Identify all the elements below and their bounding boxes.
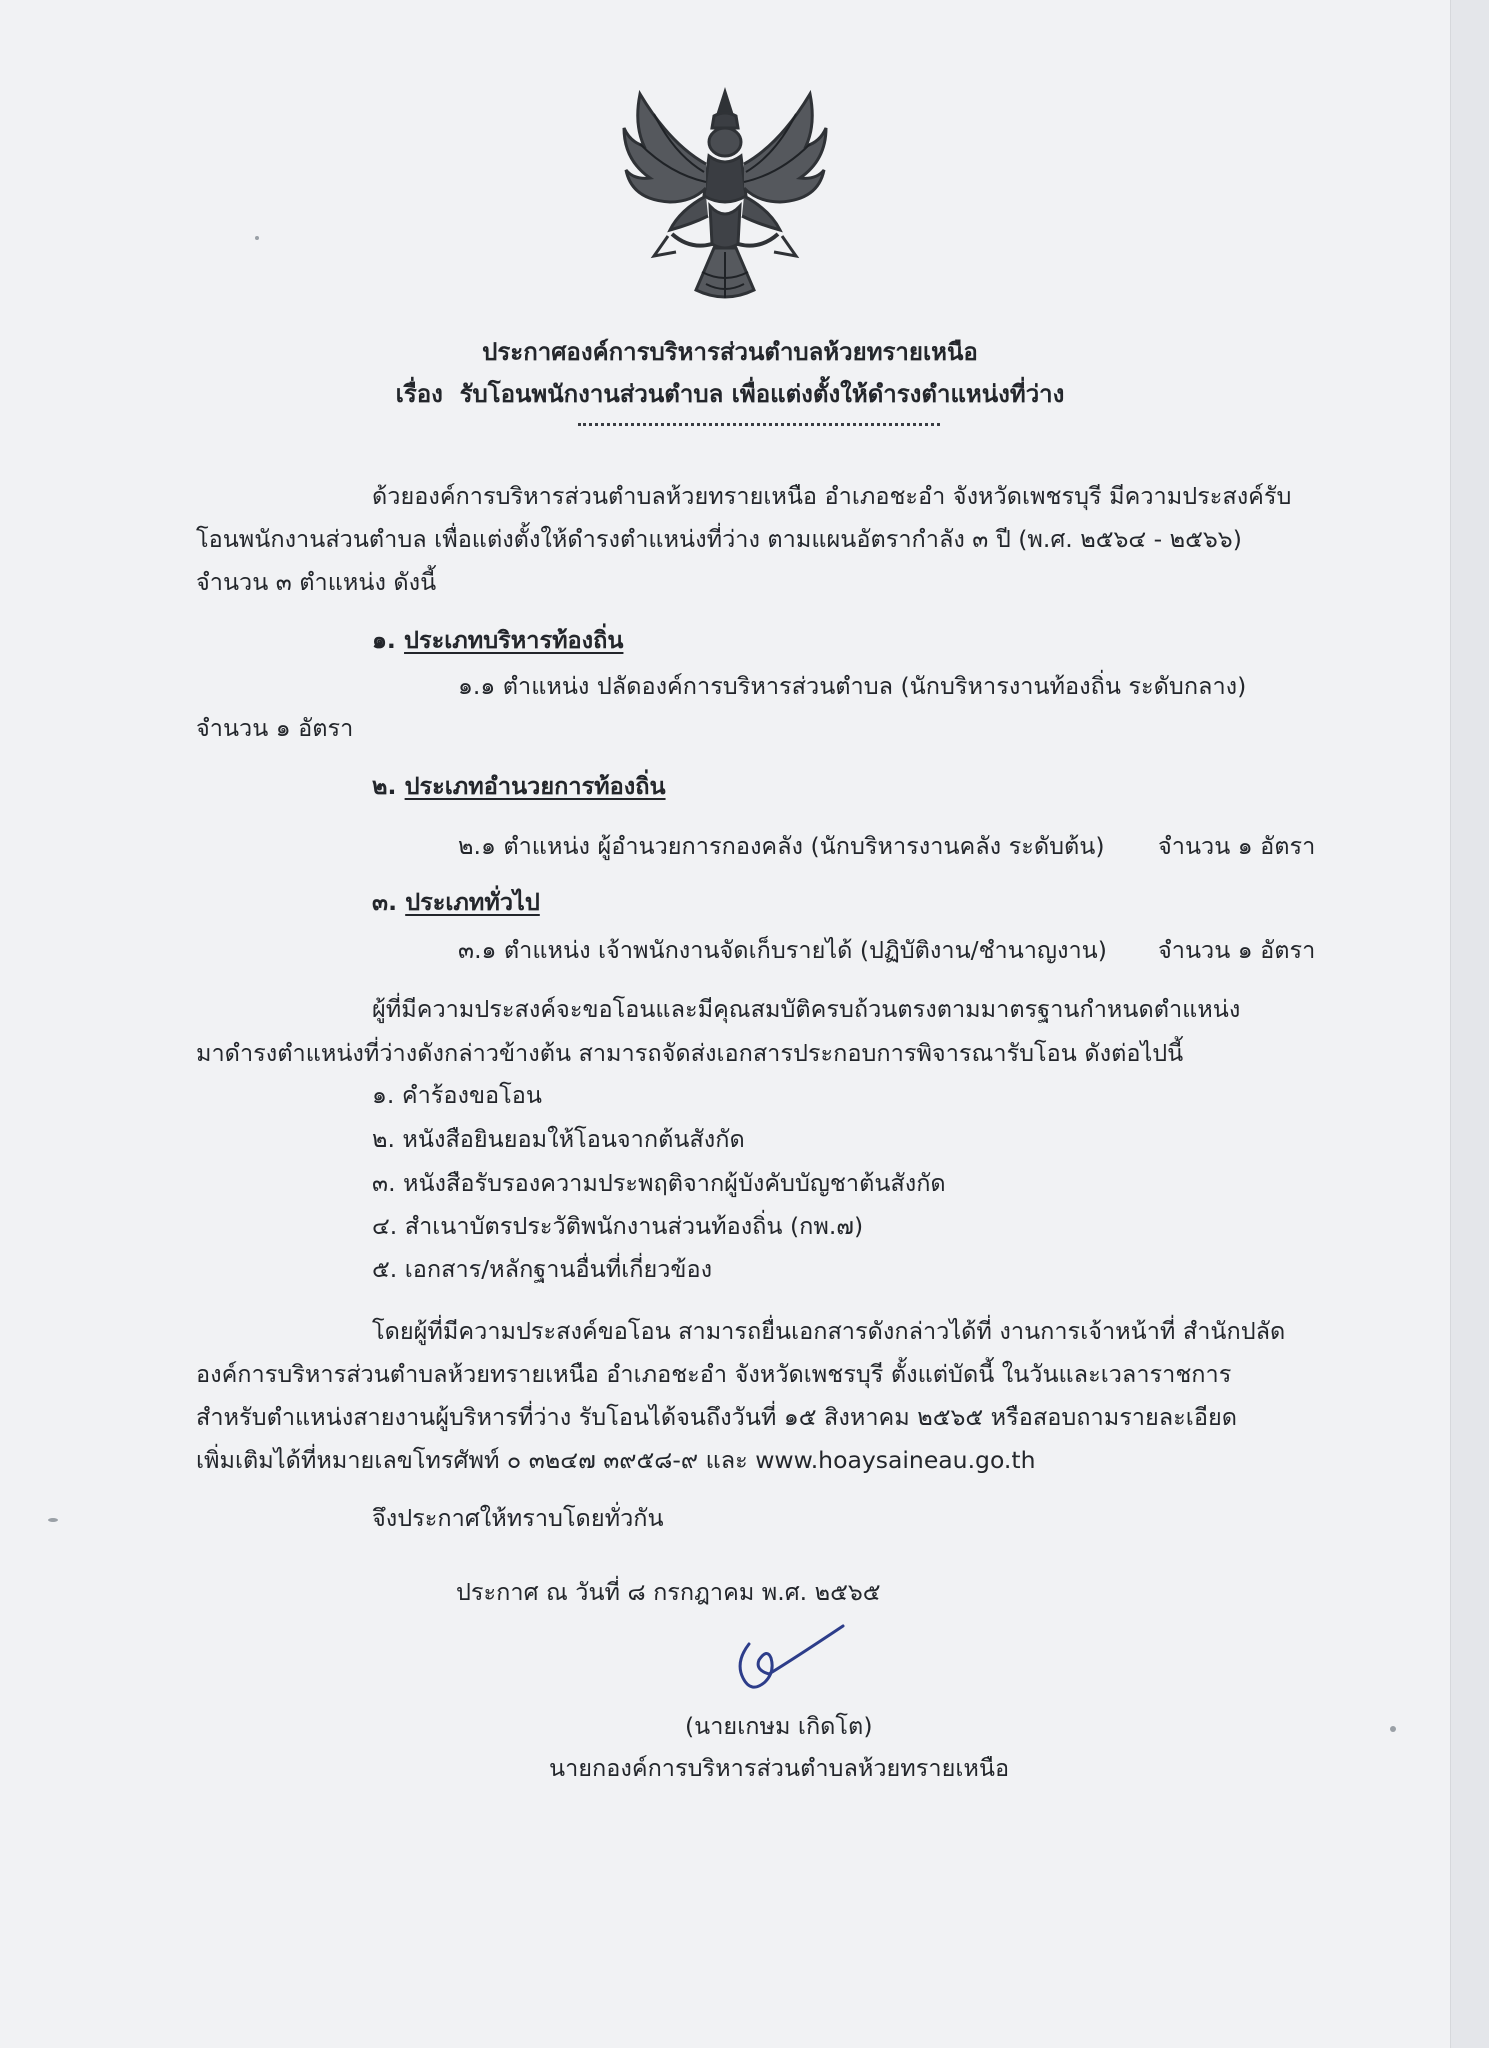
signer-title: นายกองค์การบริหารส่วนตำบลห้วยทรายเหนือ <box>549 1754 1010 1782</box>
document-item-4: ๔. สำเนาบัตรประวัติพนักงานส่วนท้องถิ่น (กพ.๗) <box>372 1212 864 1240</box>
announcement-title: ประกาศองค์การบริหารส่วนตำบลห้วยทรายเหนือ <box>482 338 978 366</box>
position-category-2 <box>372 770 666 802</box>
position-count-2: จำนวน ๑ อัตรา <box>1158 832 1316 860</box>
position-category-label-2: ประเภทอำนวยการท้องถิ่น <box>404 772 666 800</box>
position-number-3: ๓. <box>372 888 397 916</box>
date-line: ประกาศ ณ วันที่ ๘ กรกฎาคม พ.ศ. ๒๕๖๕ <box>456 1578 881 1606</box>
dotted-divider <box>578 423 940 426</box>
submission-line-1: โดยผู้ที่มีความประสงค์ขอโอน สามารถยื่นเอกสารดังกล่าวได้ที่ งานการเจ้าหน้าที่ สำนักปลัด <box>372 1317 1286 1345</box>
document-item-1: ๑. คำร้องขอโอน <box>372 1081 542 1109</box>
document-item-3: ๓. หนังสือรับรองความประพฤติจากผู้บังคับบัญชาต้นสังกัด <box>372 1169 946 1197</box>
document-item-2: ๒. หนังสือยินยอมให้โอนจากต้นสังกัด <box>372 1125 745 1153</box>
document-item-5: ๕. เอกสาร/หลักฐานอื่นที่เกี่ยวข้อง <box>372 1255 713 1283</box>
closing-line: จึงประกาศให้ทราบโดยทั่วกัน <box>372 1504 664 1532</box>
position-count-1: จำนวน ๑ อัตรา <box>196 714 354 742</box>
announcement-subject <box>300 374 1160 413</box>
page-edge <box>1450 0 1489 2048</box>
position-number-1: ๑. <box>372 626 396 654</box>
position-item-2: ๒.๑ ตำแหน่ง ผู้อำนวยการกองคลัง (นักบริหารงานคลัง ระดับต้น) <box>458 832 1105 860</box>
submission-line-4: เพิ่มเติมได้ที่หมายเลขโทรศัพท์ ๐ ๓๒๔๗ ๓๙๕๘-๙ และ www.hoaysaineau.go.th <box>196 1446 1036 1474</box>
position-category-label-3: ประเภททั่วไป <box>405 888 540 916</box>
subject-label: เรื่อง <box>395 380 443 408</box>
intro-line-1: ด้วยองค์การบริหารส่วนตำบลห้วยทรายเหนือ อำเภอชะอำ จังหวัดเพชรบุรี มีความประสงค์รับ <box>372 482 1292 510</box>
scan-speck <box>255 236 259 240</box>
scan-speck <box>48 1518 58 1522</box>
position-category-label-1: ประเภทบริหารท้องถิ่น <box>404 626 624 654</box>
submission-line-3: สำหรับตำแหน่งสายงานผู้บริหารที่ว่าง รับโอนได้จนถึงวันที่ ๑๕ สิงหาคม ๒๕๖๕ หรือสอบถามรายละเอียด <box>196 1403 1237 1431</box>
position-count-3: จำนวน ๑ อัตรา <box>1158 936 1316 964</box>
position-category-3 <box>372 886 540 918</box>
signature <box>725 1618 845 1700</box>
submission-line-2: องค์การบริหารส่วนตำบลห้วยทรายเหนือ อำเภอชะอำ จังหวัดเพชรบุรี ตั้งแต่บัดนี้ ในวันและเวลาราชการ <box>196 1360 1232 1388</box>
intro-line-2: โอนพนักงานส่วนตำบล เพื่อแต่งตั้งให้ดำรงตำแหน่งที่ว่าง ตามแผนอัตรากำลัง ๓ ปี (พ.ศ. ๒๕๖๔ - ๒๕๖๖) <box>196 525 1242 553</box>
scan-speck <box>1390 1726 1396 1732</box>
subject-text: รับโอนพนักงานส่วนตำบล เพื่อแต่งตั้งให้ดำรงตำแหน่งที่ว่าง <box>459 380 1065 408</box>
position-item-1: ๑.๑ ตำแหน่ง ปลัดองค์การบริหารส่วนตำบล (นักบริหารงานท้องถิ่น ระดับกลาง) <box>458 672 1247 700</box>
intro-line-3: จำนวน ๓ ตำแหน่ง ดังนี้ <box>196 568 437 596</box>
signer-name: (นายเกษม เกิดโต) <box>685 1712 873 1740</box>
requirements-line-1: ผู้ที่มีความประสงค์จะขอโอนและมีคุณสมบัติครบถ้วนตรงตามมาตรฐานกำหนดตำแหน่ง <box>372 995 1241 1023</box>
position-item-3: ๓.๑ ตำแหน่ง เจ้าพนักงานจัดเก็บรายได้ (ปฏิบัติงาน/ชำนาญงาน) <box>458 936 1107 964</box>
position-number-2: ๒. <box>372 772 397 800</box>
requirements-line-2: มาดำรงตำแหน่งที่ว่างดังกล่าวข้างต้น สามารถจัดส่งเอกสารประกอบการพิจารณารับโอน ดังต่อไปนี้ <box>196 1039 1184 1067</box>
garuda-emblem <box>610 84 840 310</box>
position-category-1 <box>372 624 623 656</box>
